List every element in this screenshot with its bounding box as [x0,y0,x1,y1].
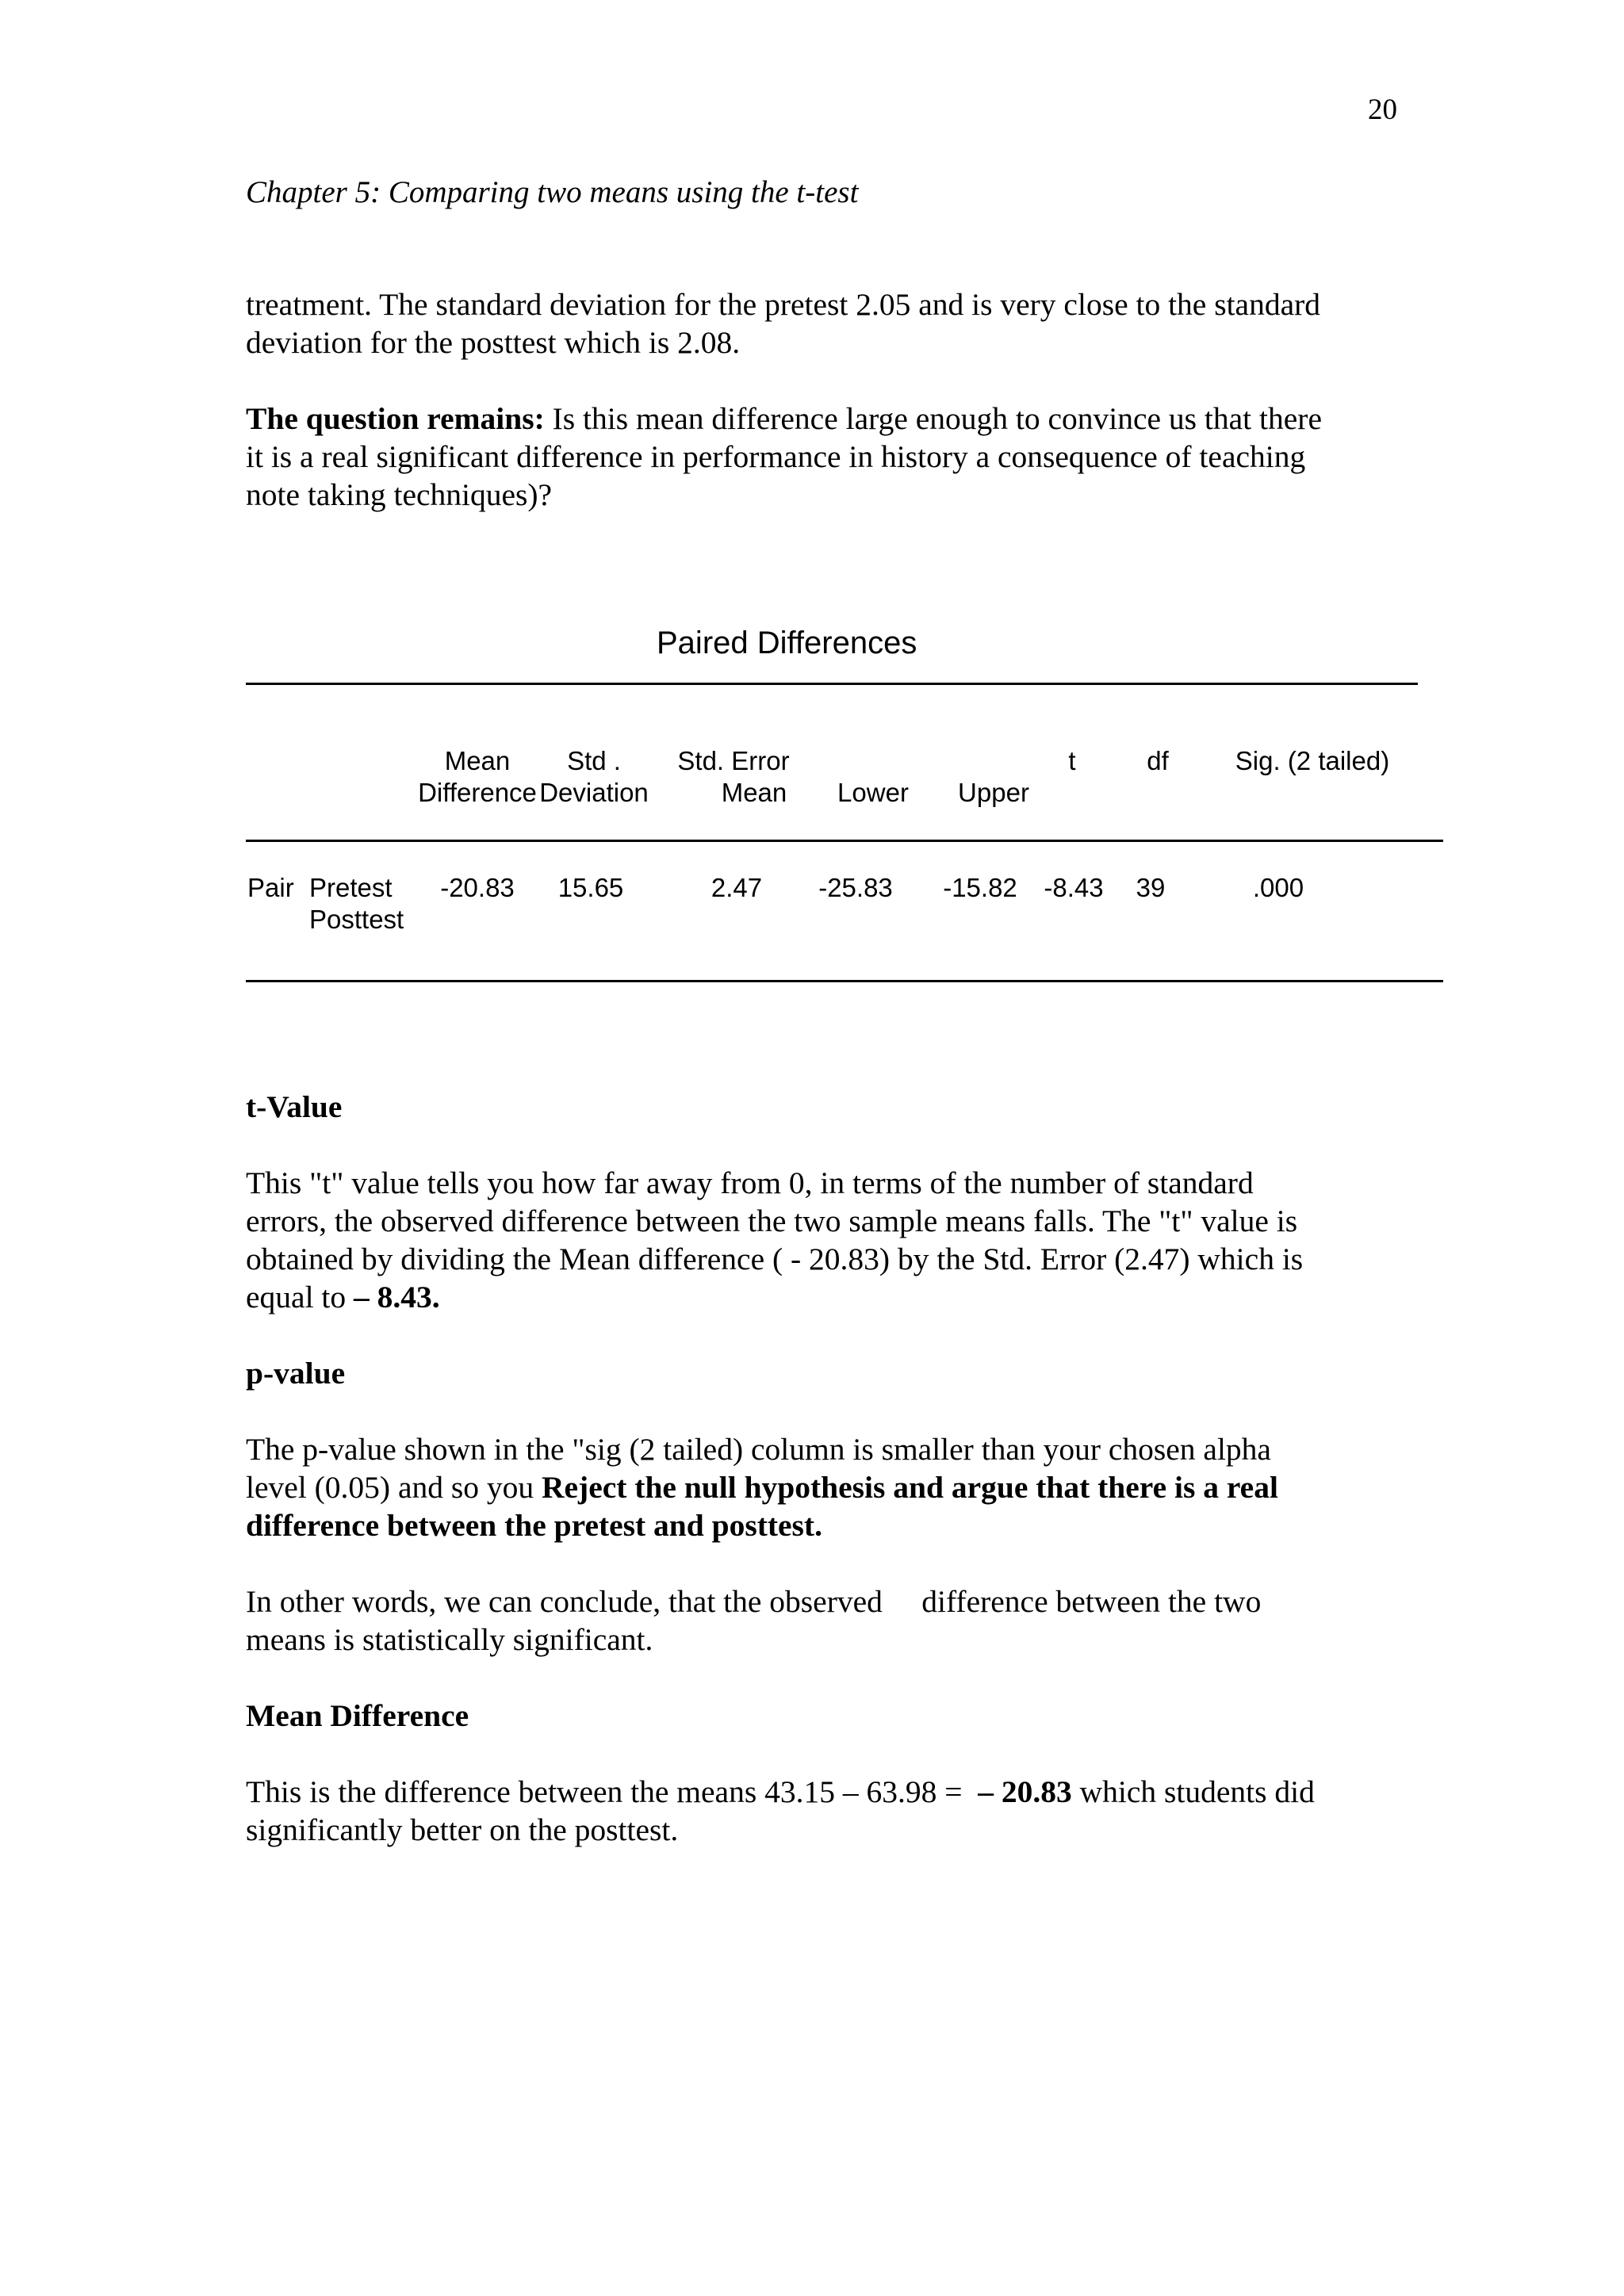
text-line: treatment. The standard deviation for the pretest 2.05 and is very close to the standard [246,287,1321,322]
text-line: This "t" value tells you how far away from 0, in terms of the number of standard [246,1165,1254,1200]
heading-mean-difference: Mean Difference [246,1698,469,1733]
text-span: which students did [1071,1774,1315,1809]
text-line: means is statistically significant. [246,1622,653,1657]
t-value-result: – 8.43. [354,1280,440,1314]
page-number: 20 [1368,94,1397,126]
header-mean: Mean [444,746,511,775]
paragraph-mean-difference [246,1773,1381,1849]
header-upper: Upper [958,778,1029,807]
header-std-error: Std. Error [677,746,790,775]
cell-df: 39 [1136,873,1166,902]
text-span: equal to [246,1280,354,1314]
text-line: it is a real significant difference in performance in history a consequence of teaching [246,439,1306,474]
header-std-error-mean: Mean [721,778,787,807]
paragraph-t-value [246,1164,1381,1316]
text-line: errors, the observed difference between the two sample means falls. The "t" value is [246,1203,1298,1238]
header-deviation: Deviation [539,778,649,807]
cell-t: -8.43 [1044,873,1104,902]
heading-t-value: t-Value [246,1089,343,1124]
bold-text: Reject the null hypothesis and argue that there is a real [541,1470,1278,1505]
text-span: Is this mean difference large enough to convince us that there [544,401,1322,436]
heading-p-value: p-value [246,1356,346,1391]
text-span: This is the difference between the means 43.15 – 63.98 = [246,1774,979,1809]
paragraph-p-value [246,1430,1381,1544]
cell-std-deviation: 15.65 [557,873,624,902]
table-rule-middle [246,840,1443,842]
bold-text-line: difference between the pretest and posttest. [246,1508,822,1543]
header-df: df [1147,746,1169,775]
mean-difference-result: – 20.83 [978,1774,1072,1809]
running-head: Chapter 5: Comparing two means using the t-test [246,175,859,209]
row-label-pretest: Pretest [309,873,393,902]
header-std: Std . [567,746,621,775]
text-span: level (0.05) and so you [246,1470,542,1505]
bold-lead: The question remains: [246,401,545,436]
header-difference: Difference [418,778,537,807]
paragraph-conclusion [246,1582,1381,1659]
cell-upper: -15.82 [943,873,1017,902]
table-title: Paired Differences [657,626,917,660]
row-pair-label: Pair [247,873,294,902]
cell-mean-difference: -20.83 [440,873,515,902]
text-line: The p-value shown in the "sig (2 tailed) column is smaller than your chosen alpha [246,1432,1271,1467]
row-label-posttest: Posttest [309,905,404,934]
cell-lower: -25.83 [818,873,893,902]
text-line: In other words, we can conclude, that the observed difference between the two [246,1584,1262,1619]
text-line: note taking techniques)? [246,477,553,512]
text-line: deviation for the posttest which is 2.08. [246,325,741,360]
header-sig: Sig. (2 tailed) [1235,746,1390,775]
header-lower: Lower [837,778,909,807]
text-line: significantly better on the posttest. [246,1812,679,1847]
paragraph-sd [246,285,1381,362]
table-rule-bottom [246,980,1443,982]
text-line: obtained by dividing the Mean difference ( - 20.83) by the Std. Error (2.47) which is [246,1242,1304,1276]
table-rule-top [246,683,1418,685]
header-t: t [1068,746,1076,775]
cell-std-error: 2.47 [710,873,763,902]
cell-sig: .000 [1252,873,1304,902]
paragraph-question [246,400,1381,514]
